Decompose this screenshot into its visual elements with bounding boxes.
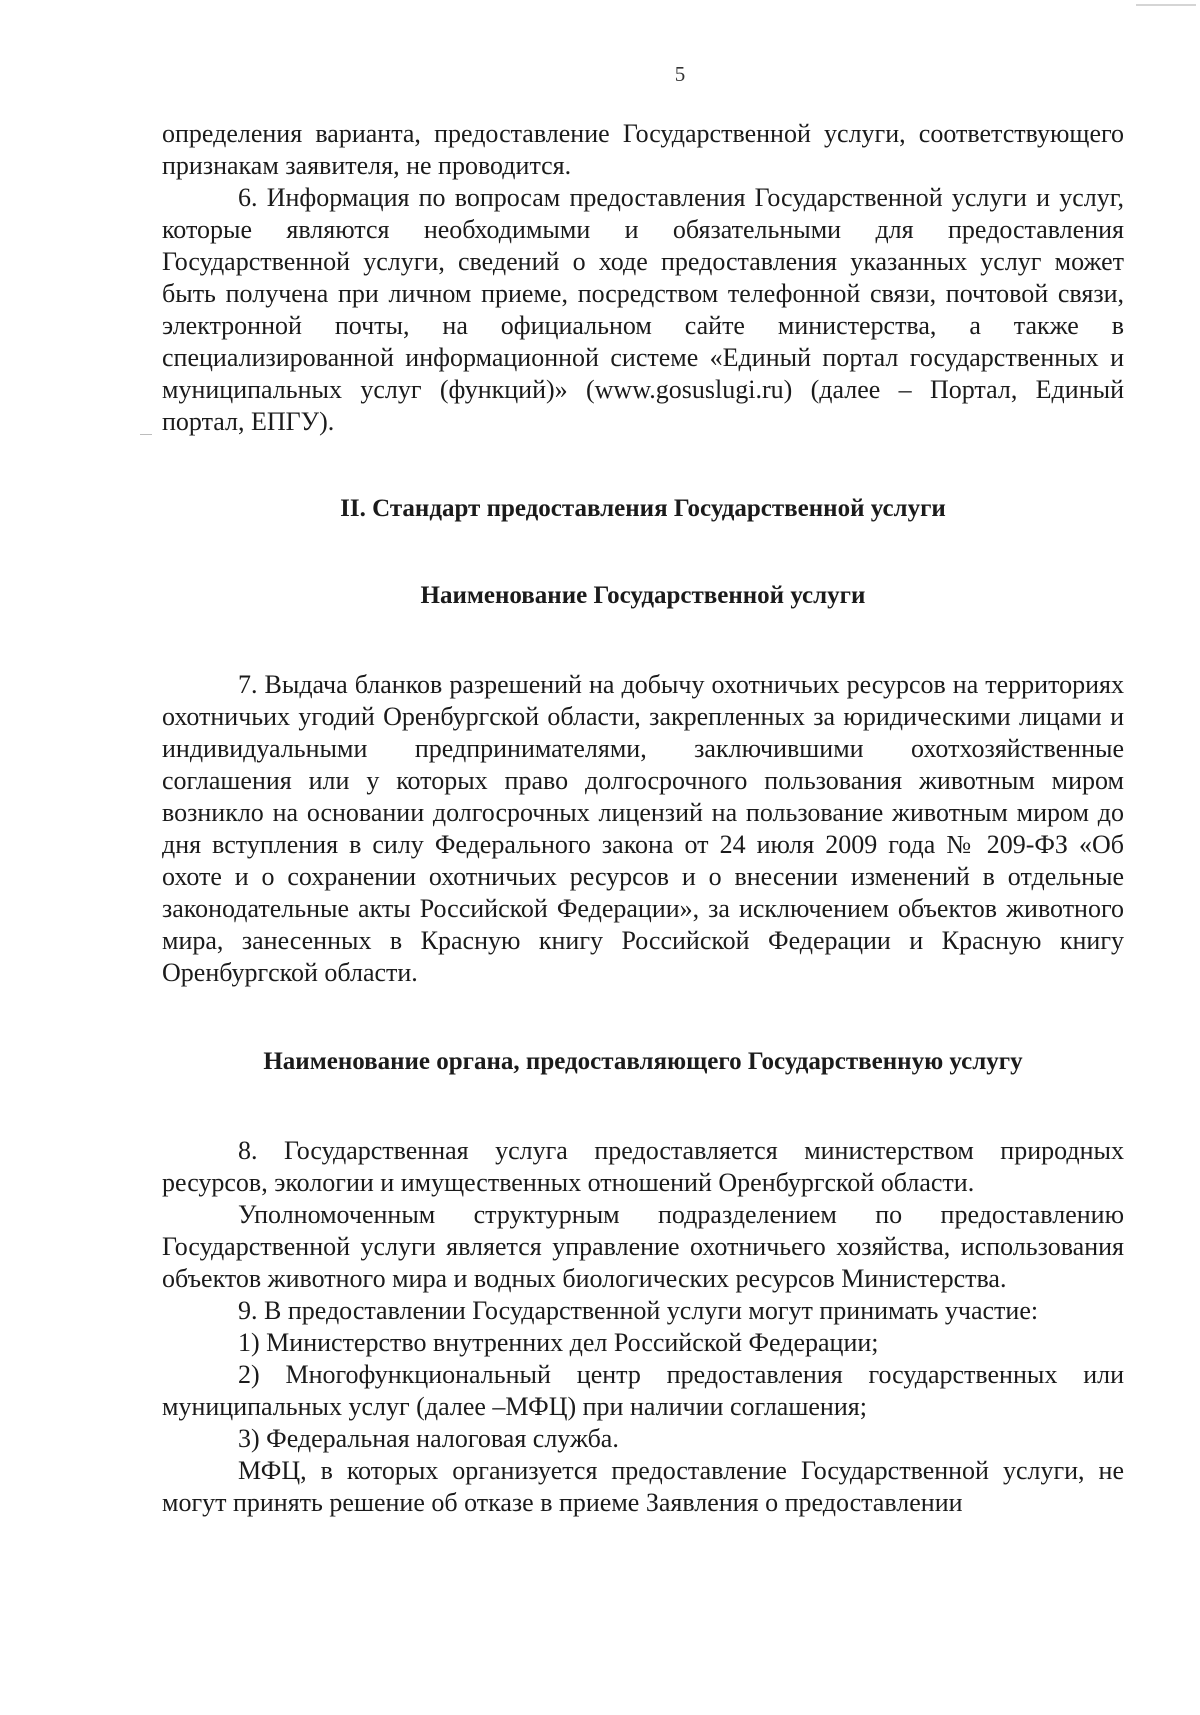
paragraph-8: 8. Государственная услуга предоставляется министерством природных ресурсов, экологии и имущественных отношений Оренбургской области. (162, 1136, 1124, 1197)
document-body (162, 118, 1124, 1519)
paragraph-mfc: МФЦ, в которых организуется предоставление Государственной услуги, не могут принять решение об отказе в приеме Заявления о предоставлении (162, 1456, 1124, 1517)
subheading-providing-body: Наименование органа, предоставляющего Государственную услугу (263, 1048, 1023, 1075)
scan-edge-mark (1136, 4, 1196, 6)
paragraph-continuation: определения варианта, предоставление Государственной услуги, соответствующего признакам заявителя, не проводится. (162, 119, 1124, 180)
paragraph-authorized-unit: Уполномоченным структурным подразделением по предоставлению Государственной услуги является управление охотничьего хозяйства, использования объектов животного мира и водных биологических ресурсов Министерства. (162, 1200, 1124, 1293)
section-heading-standard: II. Стандарт предоставления Государственной услуги (340, 495, 946, 522)
list-item-1: 1) Министерство внутренних дел Российской Федерации; (238, 1328, 879, 1357)
page-number: 5 (674, 62, 686, 86)
paragraph-9: 9. В предоставлении Государственной услуги могут принимать участие: (238, 1296, 1039, 1325)
paragraph-7: 7. Выдача бланков разрешений на добычу охотничьих ресурсов на территориях охотничьих угодий Оренбургской области, закрепленных за юридическими лицами и индивидуальными предпринимателями, заключившими охотхозяйственные соглашения или у которых право долгосрочного пользования животным миром возникло на основании долгосрочных лицензий на пользование животным миром до дня вступления в силу Федерального закона от 24 июля 2009 года № 209-ФЗ «Об охоте и о сохранении охотничьих ресурсов и о внесении изменений в отдельные законодательные акты Российской Федерации», за исключением объектов животного мира, занесенных в Красную книгу Российской Федерации и Красную книгу Оренбургской области. (162, 670, 1124, 987)
list-item-3: 3) Федеральная налоговая служба. (238, 1424, 619, 1453)
subheading-service-name: Наименование Государственной услуги (420, 582, 866, 609)
scan-margin-mark (140, 434, 152, 435)
paragraph-6: 6. Информация по вопросам предоставления Государственной услуги и услуг, которые являются необходимыми и обязательными для предоставления Государственной услуги, сведений о ходе предоставления указанных услуг может быть получена при личном приеме, посредством телефонной связи, почтовой связи, электронной почты, на официальном сайте министерства, а также в специализированной информационной системе «Единый портал государственных и муниципальных услуг (функций)» (www.gosuslugi.ru) (далее – Портал, Единый портал, ЕПГУ). (162, 183, 1124, 436)
list-item-2: 2) Многофункциональный центр предоставления государственных или муниципальных услуг (далее –МФЦ) при наличии соглашения; (162, 1360, 1124, 1421)
